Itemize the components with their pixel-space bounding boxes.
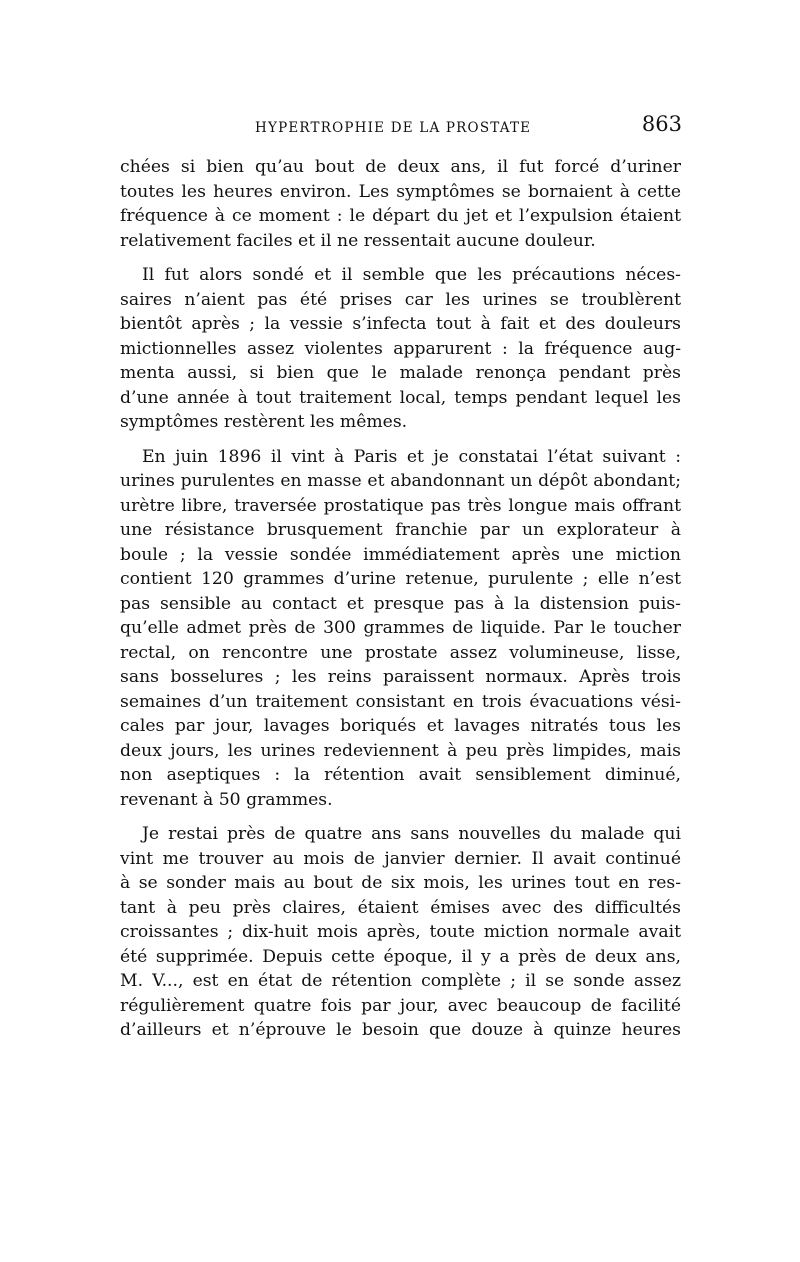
text-line: revenant à 50 grammes. (120, 789, 333, 810)
text-line: boule ; la vessie sondée immédiatement après une miction (120, 544, 681, 565)
text-line: qu’elle admet près de 300 grammes de liquide. Par le toucher (120, 618, 681, 638)
text-line: non aseptiques : la rétention avait sensiblement diminué, (120, 765, 681, 785)
text-line: d’une année à tout traitement local, temps pendant lequel les (120, 387, 681, 408)
text-line: Je restai près de quatre ans sans nouvelles du malade qui (142, 824, 681, 844)
page-number: 863 (641, 112, 682, 136)
text-line: M. V..., est en état de rétention complète ; il se sonde assez (120, 971, 681, 991)
running-head (120, 112, 682, 142)
text-line: pas sensible au contact et presque pas à la distension puis- (120, 593, 681, 614)
text-line: menta aussi, si bien que le malade renonça pendant près (120, 363, 681, 383)
text-line: saires n’aient pas été prises car les urines se troublèrent (120, 289, 681, 310)
text-line: urines purulentes en masse et abandonnant un dépôt abondant; (120, 471, 681, 491)
paragraph-2 (120, 263, 681, 435)
text-line: symptômes restèrent les mêmes. (120, 412, 408, 432)
text-line: croissantes ; dix-huit mois après, toute miction normale avait (120, 922, 681, 942)
running-title: HYPERTROPHIE DE LA PROSTATE (255, 120, 532, 136)
text-line: urètre libre, traversée prostatique pas très longue mais offrant (120, 495, 681, 516)
text-line: fréquence à ce moment : le départ du jet et l’expulsion étaient (120, 206, 681, 226)
text-line: contient 120 grammes d’urine retenue, purulente ; elle n’est (120, 569, 681, 589)
text-line: à se sonder mais au bout de six mois, les urines tout en res- (120, 873, 681, 893)
text-line: cales par jour, lavages boriqués et lavages nitratés tous les (120, 716, 681, 736)
text-line: une résistance brusquement franchie par un explorateur à (120, 520, 681, 540)
text-line: Il fut alors sondé et il semble que les précautions néces- (142, 265, 681, 285)
body-text (120, 155, 681, 1043)
text-line: d’ailleurs et n’éprouve le besoin que douze à quinze heures (120, 1020, 681, 1040)
paragraph-3 (120, 445, 681, 813)
text-line: sans bosselures ; les reins paraissent normaux. Après trois (120, 667, 681, 687)
text-line: deux jours, les urines redeviennent à peu près limpides, mais (120, 740, 681, 761)
text-line: relativement faciles et il ne ressentait aucune douleur. (120, 230, 596, 251)
text-line: En juin 1896 il vint à Paris et je constatai l’état suivant : (142, 446, 681, 467)
text-line: chées si bien qu’au bout de deux ans, il fut forcé d’uriner (120, 157, 681, 177)
text-line: toutes les heures environ. Les symptômes se bornaient à cette (120, 181, 681, 202)
text-line: vint me trouver au mois de janvier dernier. Il avait continué (120, 848, 681, 869)
paragraph-4 (120, 822, 681, 1043)
text-line: tant à peu près claires, étaient émises avec des difficultés (120, 897, 681, 918)
text-line: rectal, on rencontre une prostate assez volumineuse, lisse, (120, 642, 681, 663)
paragraph-1 (120, 155, 681, 253)
text-line: bientôt après ; la vessie s’infecta tout à fait et des douleurs (120, 314, 681, 334)
text-line: été supprimée. Depuis cette époque, il y a près de deux ans, (120, 946, 681, 967)
text-line: régulièrement quatre fois par jour, avec beaucoup de facilité (120, 995, 681, 1016)
text-line: mictionnelles assez violentes apparurent : la fréquence aug- (120, 338, 681, 359)
text-line: semaines d’un traitement consistant en trois évacuations vési- (120, 691, 681, 712)
